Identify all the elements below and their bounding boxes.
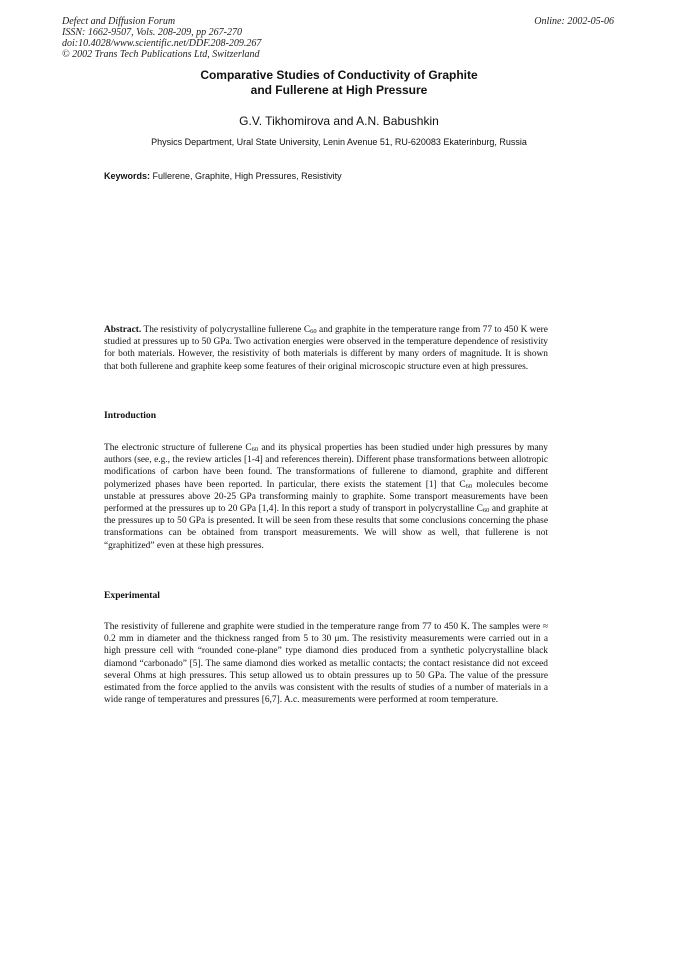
keywords <box>104 170 342 182</box>
intro-subscript-2: 60 <box>465 482 473 490</box>
intro-text-4: and graphite at the pressures up to 50 GPa is presented. It will be seen from these results that some conclusions concerning the phase transformations can be obtained from transport measurements. We will show as well, that fullerene is not “graphitized” even at these high pressures. <box>104 504 548 551</box>
intro-text-1: The electronic structure of fullerene C <box>104 443 252 453</box>
intro-text-3: molecules become unstable at pressures above 20-25 GPa transforming mainly to graphite. Some transport measurements have been performed at the pressures up to 20 GPa [1,4]. In this report a study of transport in polycrystalline C <box>104 479 548 515</box>
introduction-heading: Introduction <box>104 410 157 421</box>
online-date: Online: 2002-05-06 <box>534 16 614 27</box>
intro-text-2: and its physical properties has been studied under high pressures by many authors (see, e.g., the review articles [1-4] and references therein). Different phase transformations between allotropic modifications of carbon have been found. The transformations of fullerene to diamond, graphite and different polymerized phases have been reported. In particular, there exists the statement [1] that C <box>104 443 548 490</box>
keywords-text: Fullerene, Graphite, High Pressures, Resistivity <box>152 171 342 181</box>
keywords-label: Keywords: <box>104 171 151 181</box>
abstract-subscript: 60 <box>310 328 317 335</box>
title-line-1: Comparative Studies of Conductivity of Graphite <box>200 68 478 82</box>
journal-name: Defect and Diffusion Forum <box>62 16 176 27</box>
abstract-text-2: and graphite in the temperature range from 77 to 450 K were studied at pressures up to 50 GPa. Two activation energies were observed in the temperature dependence of resistivity for both materials. However, the resistivity of both materials is different by many orders of magnitude. It is shown that both fullerene and graphite keep some features of their original microscopic structure even at high pressures. <box>104 325 548 372</box>
doi-line: doi:10.4028/www.scientific.net/DDF.208-209.267 <box>62 38 262 49</box>
experimental-paragraph: The resistivity of fullerene and graphite were studied in the temperature range from 77 to 450 K. The samples were ≈ 0.2 mm in diameter and the thickness ranged from 5 to 30 μm. The resistivity measurements were carried out in a high pressure cell with “rounded cone-plane” type diamond dies produced from a synthetic polycrystalline black diamond “carbonado” [5]. The same diamond dies worked as metallic contacts; the contact resistance did not exceed several Ohms at high pressures. This setup allowed us to obtain pressures up to 50 GPa. The value of the pressure estimated from the force applied to the anvils was consistent with the results of studies of a number of materials in a wide range of temperatures and pressures [6,7]. A.c. measurements were performed at room temperature. <box>104 622 548 706</box>
affiliation: Physics Department, Ural State University, Lenin Avenue 51, RU-620083 Ekaterinburg, Russia <box>151 137 527 147</box>
abstract-text-1: The resistivity of polycrystalline fullerene C <box>143 325 311 335</box>
copyright-line: © 2002 Trans Tech Publications Ltd, Switzerland <box>62 49 260 60</box>
title-line-2: and Fullerene at High Pressure <box>250 83 428 97</box>
issn-line: ISSN: 1662-9507, Vols. 208-209, pp 267-270 <box>62 27 242 38</box>
authors: G.V. Tikhomirova and A.N. Babushkin <box>239 114 439 128</box>
abstract-paragraph <box>104 324 548 373</box>
introduction-paragraph <box>104 442 548 552</box>
intro-subscript-3: 60 <box>482 507 490 515</box>
intro-subscript-1: 60 <box>251 446 259 453</box>
experimental-heading: Experimental <box>104 590 160 601</box>
abstract-label: Abstract. <box>104 325 142 335</box>
journal-header <box>62 16 261 60</box>
paper-title <box>0 68 678 98</box>
